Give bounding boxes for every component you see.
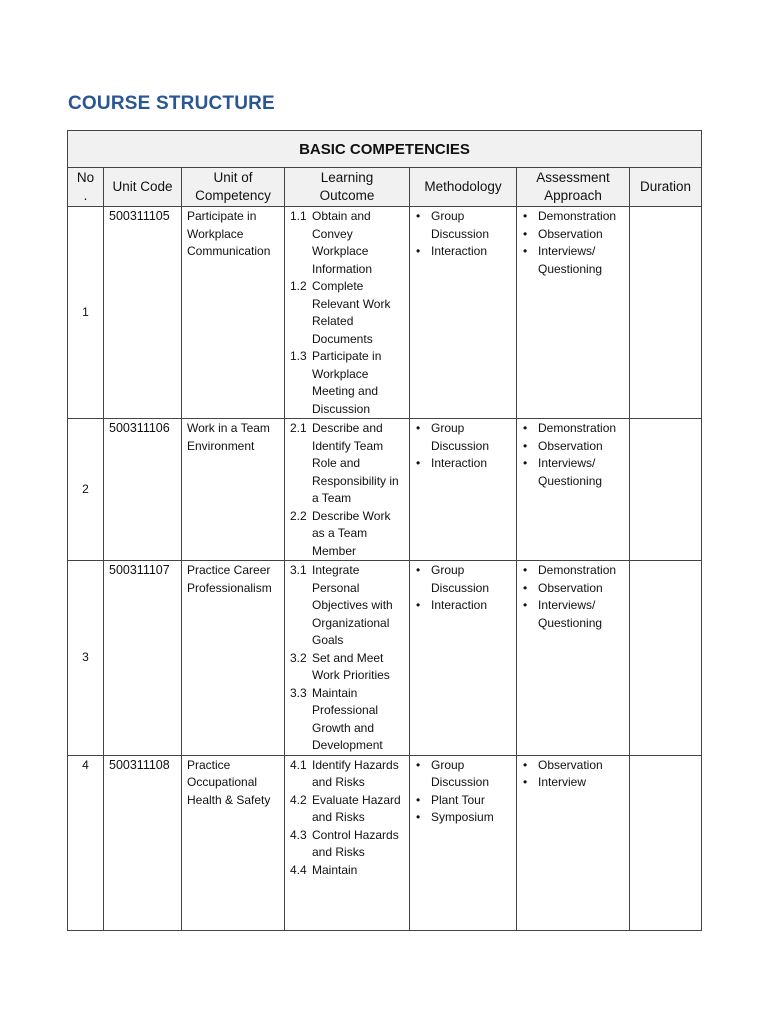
methodology-text: Interaction bbox=[431, 598, 488, 612]
methodology-text: Group Discussion bbox=[431, 757, 490, 789]
bullet-icon: • bbox=[523, 563, 528, 577]
assessment-text: Observation bbox=[538, 438, 603, 453]
table-row bbox=[68, 207, 702, 419]
unit-of-competency: Participate in Workplace Communication bbox=[182, 207, 285, 419]
assessment-list bbox=[522, 420, 625, 490]
unit-of-competency: Practice Occupational Health & Safety bbox=[182, 755, 285, 930]
bullet-icon: • bbox=[523, 757, 528, 772]
outcome-number: 3.3 bbox=[290, 685, 307, 700]
bullet-icon: • bbox=[416, 421, 421, 435]
methodology-item bbox=[415, 757, 512, 792]
methodology-text: Group Discussion bbox=[431, 209, 490, 241]
learning-outcomes bbox=[285, 419, 410, 561]
outcome-number: 1.2 bbox=[290, 279, 307, 293]
bullet-icon: • bbox=[523, 775, 528, 789]
unit-code: 500311107 bbox=[104, 561, 182, 756]
assessment-cell bbox=[517, 207, 630, 419]
row-number: 1 bbox=[68, 207, 104, 419]
header-assessment: Assessment Approach bbox=[517, 168, 630, 207]
assessment-item bbox=[522, 757, 625, 775]
learning-outcomes bbox=[285, 561, 410, 756]
learning-outcome-item bbox=[290, 685, 405, 755]
bullet-icon: • bbox=[416, 598, 421, 612]
outcome-number: 4.4 bbox=[290, 862, 307, 877]
duration-cell bbox=[630, 419, 702, 561]
header-duration: Duration bbox=[630, 168, 702, 207]
outcome-number: 3.1 bbox=[290, 563, 307, 577]
outcome-number: 2.2 bbox=[290, 508, 307, 523]
row-number: 4 bbox=[68, 755, 104, 930]
assessment-list bbox=[522, 562, 625, 632]
outcome-text: Integrate Personal Objectives with Organizational Goals bbox=[312, 563, 393, 647]
bullet-icon: • bbox=[416, 810, 421, 824]
assessment-text: Observation bbox=[538, 226, 603, 241]
bullet-icon: • bbox=[523, 226, 528, 241]
outcome-number: 4.3 bbox=[290, 827, 307, 842]
bullet-icon: • bbox=[523, 456, 528, 470]
methodology-item bbox=[415, 455, 512, 473]
bullet-icon: • bbox=[416, 244, 421, 258]
learning-outcome-item bbox=[290, 562, 405, 650]
table-row bbox=[68, 561, 702, 756]
learning-outcome-item bbox=[290, 792, 405, 827]
header-unit-code: Unit Code bbox=[104, 168, 182, 207]
methodology-item bbox=[415, 809, 512, 827]
assessment-text: Interviews/ Questioning bbox=[538, 598, 603, 630]
learning-outcomes bbox=[285, 755, 410, 930]
assessment-item bbox=[522, 562, 625, 580]
outcome-text: Describe and Identify Team Role and Responsibility in a Team bbox=[312, 421, 399, 505]
outcome-text: Evaluate Hazard and Risks bbox=[312, 792, 401, 824]
assessment-text: Observation bbox=[538, 757, 603, 772]
assessment-text: Demonstration bbox=[538, 209, 617, 223]
methodology-cell bbox=[410, 561, 517, 756]
outcome-text: Maintain bbox=[312, 862, 358, 877]
methodology-item bbox=[415, 562, 512, 597]
bullet-icon: • bbox=[416, 792, 421, 807]
bullet-icon: • bbox=[416, 209, 421, 223]
assessment-cell bbox=[517, 419, 630, 561]
header-unit: Unit of Competency bbox=[182, 168, 285, 207]
learning-outcome-item bbox=[290, 278, 405, 348]
assessment-text: Observation bbox=[538, 580, 603, 595]
bullet-icon: • bbox=[416, 757, 421, 772]
unit-code: 500311106 bbox=[104, 419, 182, 561]
methodology-item bbox=[415, 420, 512, 455]
methodology-item bbox=[415, 208, 512, 243]
outcome-text: Participate in Workplace Meeting and Discussion bbox=[312, 349, 382, 416]
methodology-item bbox=[415, 597, 512, 615]
methodology-text: Plant Tour bbox=[431, 792, 485, 807]
bullet-icon: • bbox=[523, 421, 528, 435]
methodology-list bbox=[415, 757, 512, 827]
outcome-number: 1.1 bbox=[290, 209, 307, 223]
duration-cell bbox=[630, 755, 702, 930]
unit-code: 500311108 bbox=[104, 755, 182, 930]
outcome-number: 2.1 bbox=[290, 421, 307, 435]
learning-outcome-item bbox=[290, 650, 405, 685]
bullet-icon: • bbox=[523, 598, 528, 612]
assessment-cell bbox=[517, 561, 630, 756]
assessment-item bbox=[522, 420, 625, 438]
bullet-icon: • bbox=[416, 456, 421, 470]
table-banner: BASIC COMPETENCIES bbox=[68, 131, 702, 168]
assessment-text: Demonstration bbox=[538, 421, 617, 435]
assessment-text: Interview bbox=[538, 775, 587, 789]
outcome-text: Set and Meet Work Priorities bbox=[312, 650, 390, 682]
outcome-text: Maintain Professional Growth and Development bbox=[312, 685, 383, 752]
methodology-item bbox=[415, 792, 512, 810]
learning-outcome-item bbox=[290, 757, 405, 792]
duration-cell bbox=[630, 207, 702, 419]
outcome-text: Obtain and Convey Workplace Information bbox=[312, 209, 373, 276]
table-row bbox=[68, 755, 702, 930]
learning-outcome-item bbox=[290, 862, 405, 880]
duration-cell bbox=[630, 561, 702, 756]
methodology-cell bbox=[410, 419, 517, 561]
learning-outcomes bbox=[285, 207, 410, 419]
methodology-item bbox=[415, 243, 512, 261]
methodology-list bbox=[415, 420, 512, 473]
assessment-item bbox=[522, 208, 625, 226]
outcome-number: 1.3 bbox=[290, 349, 307, 363]
row-number: 2 bbox=[68, 419, 104, 561]
unit-of-competency: Work in a Team Environment bbox=[182, 419, 285, 561]
assessment-item bbox=[522, 438, 625, 456]
unit-code: 500311105 bbox=[104, 207, 182, 419]
methodology-text: Group Discussion bbox=[431, 421, 490, 453]
assessment-item bbox=[522, 226, 625, 244]
unit-of-competency: Practice Career Professionalism bbox=[182, 561, 285, 756]
learning-outcome-item bbox=[290, 420, 405, 508]
assessment-item bbox=[522, 455, 625, 490]
assessment-item bbox=[522, 597, 625, 632]
learning-outcome-item bbox=[290, 208, 405, 278]
methodology-text: Interaction bbox=[431, 456, 488, 470]
page-title: COURSE STRUCTURE bbox=[68, 93, 275, 114]
assessment-item bbox=[522, 243, 625, 278]
assessment-list bbox=[522, 757, 625, 792]
methodology-list bbox=[415, 208, 512, 261]
learning-outcome-item bbox=[290, 508, 405, 561]
bullet-icon: • bbox=[523, 244, 528, 258]
outcome-text: Identify Hazards and Risks bbox=[312, 757, 399, 789]
header-no: No . bbox=[68, 168, 104, 207]
methodology-text: Interaction bbox=[431, 244, 488, 258]
assessment-list bbox=[522, 208, 625, 278]
assessment-item bbox=[522, 774, 625, 792]
bullet-icon: • bbox=[416, 563, 421, 577]
assessment-text: Interviews/ Questioning bbox=[538, 456, 603, 488]
bullet-icon: • bbox=[523, 209, 528, 223]
row-number: 3 bbox=[68, 561, 104, 756]
competency-table bbox=[67, 130, 702, 931]
methodology-list bbox=[415, 562, 512, 615]
outcome-number: 4.2 bbox=[290, 792, 307, 807]
outcome-number: 4.1 bbox=[290, 757, 307, 772]
methodology-text: Symposium bbox=[431, 810, 494, 824]
methodology-cell bbox=[410, 207, 517, 419]
methodology-cell bbox=[410, 755, 517, 930]
outcome-number: 3.2 bbox=[290, 650, 307, 665]
header-outcome: Learning Outcome bbox=[285, 168, 410, 207]
outcome-text: Control Hazards and Risks bbox=[312, 827, 399, 859]
bullet-icon: • bbox=[523, 438, 528, 453]
outcome-text: Complete Relevant Work Related Documents bbox=[312, 279, 391, 346]
assessment-text: Interviews/ Questioning bbox=[538, 244, 603, 276]
outcome-text: Describe Work as a Team Member bbox=[312, 508, 391, 558]
methodology-text: Group Discussion bbox=[431, 563, 490, 595]
assessment-item bbox=[522, 580, 625, 598]
header-method: Methodology bbox=[410, 168, 517, 207]
bullet-icon: • bbox=[523, 580, 528, 595]
assessment-cell bbox=[517, 755, 630, 930]
learning-outcome-item bbox=[290, 827, 405, 862]
table-row bbox=[68, 419, 702, 561]
learning-outcome-item bbox=[290, 348, 405, 418]
assessment-text: Demonstration bbox=[538, 563, 617, 577]
